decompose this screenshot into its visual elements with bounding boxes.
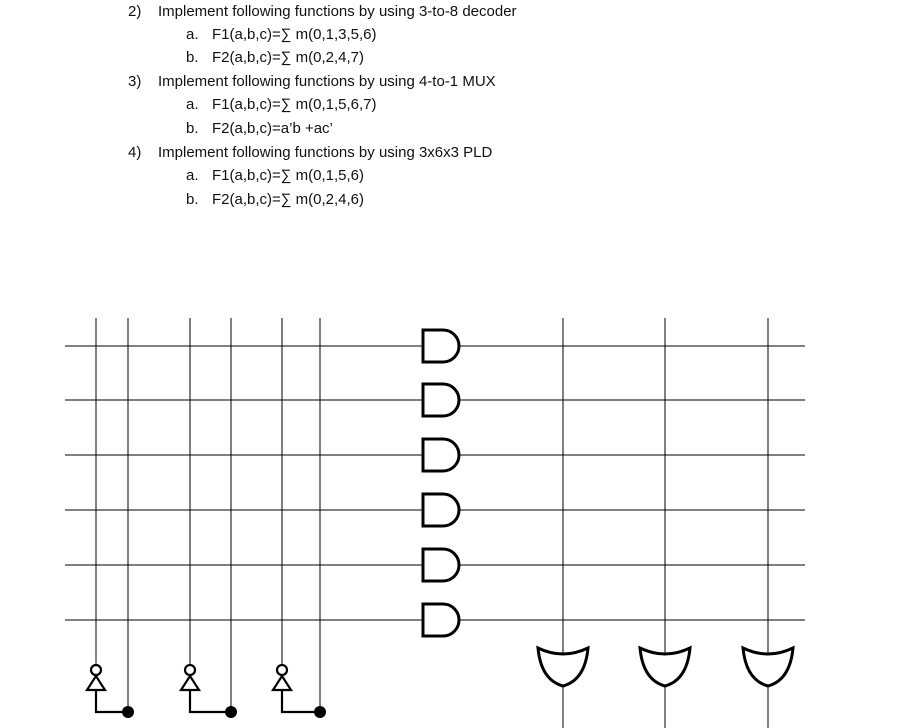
problem-3a-text: F1(a,b,c)=∑ m(0,1,5,6,7) <box>212 96 377 113</box>
inverter-b <box>181 665 231 712</box>
and-gate-4 <box>423 494 459 526</box>
problem-3b-text: F2(a,b,c)=a’b +ac’ <box>212 120 333 137</box>
or-gate-2 <box>640 648 690 686</box>
problem-2a-text: F1(a,b,c)=∑ m(0,1,3,5,6) <box>212 26 377 43</box>
and-gate-3 <box>423 439 459 471</box>
and-gates <box>423 330 459 636</box>
problem-2a-marker: a. <box>186 26 199 43</box>
problem-4a-marker: a. <box>186 167 199 184</box>
problem-3-title: Implement following functions by using 4-to-1 MUX <box>158 73 496 90</box>
problem-4-number: 4) <box>128 144 142 161</box>
problem-4a-text: F1(a,b,c)=∑ m(0,1,5,6) <box>212 167 364 184</box>
problem-3a-marker: a. <box>186 96 199 113</box>
problem-2-number: 2) <box>128 3 142 20</box>
junction-dot-b <box>225 706 237 718</box>
or-gates <box>538 648 793 686</box>
input-inverters <box>87 665 320 712</box>
product-term-lines-right <box>460 346 805 620</box>
and-gate-2 <box>423 384 459 416</box>
and-gate-1 <box>423 330 459 362</box>
junction-dot-a <box>122 706 134 718</box>
junction-dot-c <box>314 706 326 718</box>
inverter-c <box>273 665 320 712</box>
problem-4-title: Implement following functions by using 3x6x3 PLD <box>158 144 493 161</box>
or-gate-1 <box>538 648 588 686</box>
problem-3b-marker: b. <box>186 120 199 137</box>
and-gate-6 <box>423 604 459 636</box>
problem-2-title: Implement following functions by using 3-to-8 decoder <box>158 3 517 20</box>
problem-4b-text: F2(a,b,c)=∑ m(0,2,4,6) <box>212 191 364 208</box>
problem-2b-marker: b. <box>186 49 199 66</box>
problem-4b-marker: b. <box>186 191 199 208</box>
or-gate-3 <box>743 648 793 686</box>
problem-3-number: 3) <box>128 73 142 90</box>
product-term-lines-left <box>65 346 422 620</box>
and-gate-5 <box>423 549 459 581</box>
input-literal-lines <box>96 318 320 712</box>
problem-2b-text: F2(a,b,c)=∑ m(0,2,4,7) <box>212 49 364 66</box>
inverter-a <box>87 665 128 712</box>
